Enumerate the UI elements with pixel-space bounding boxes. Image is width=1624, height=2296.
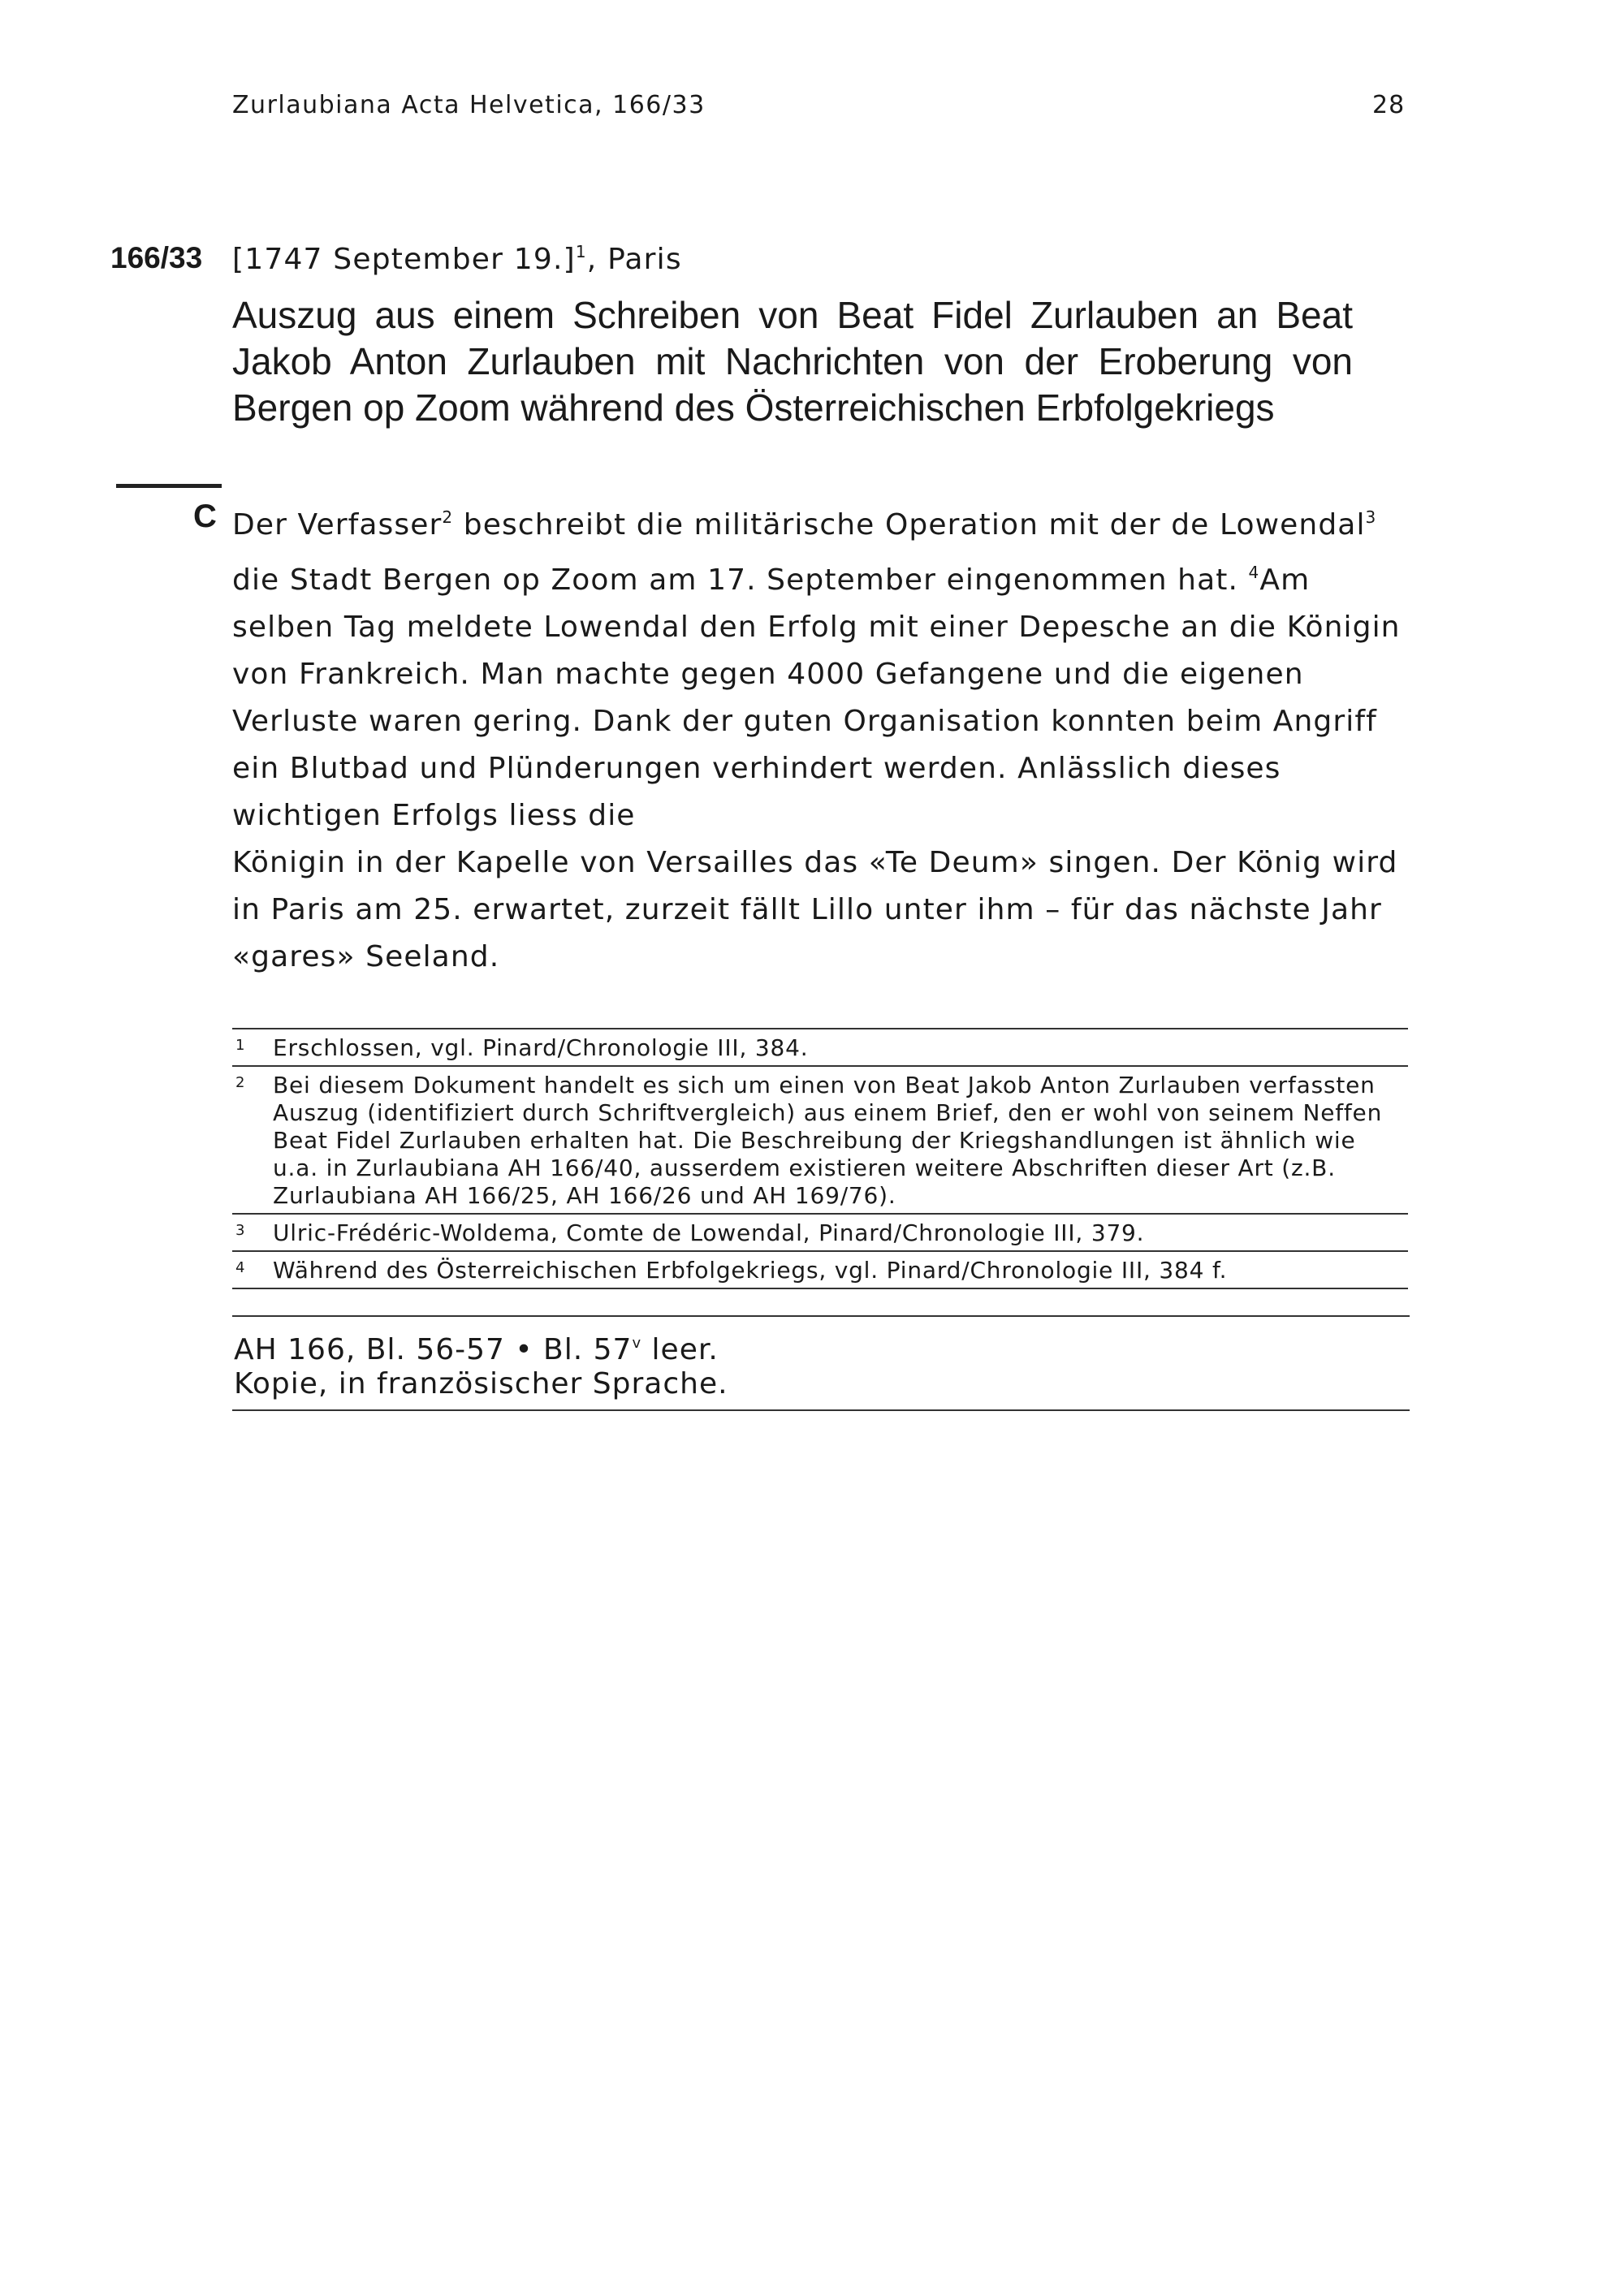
footnote-ref-4: 4 — [1248, 563, 1260, 582]
source-line-1 — [234, 1327, 1410, 1367]
summary-paragraph-2: Königin in der Kapelle von Versailles das «Te Deum» singen. Der König wird in Paris am 25. erwartet, zurzeit fällt Lillo unter ihm – für das nächste Jahr «gares» Seeland. — [232, 846, 1398, 973]
footnote-ref-2: 2 — [442, 507, 454, 527]
verso-mark: v — [632, 1335, 642, 1352]
footnote-mark: 1 — [235, 1037, 246, 1054]
footnote-mark: 2 — [235, 1074, 246, 1091]
section-rule — [116, 484, 222, 488]
footnote-mark: 3 — [235, 1222, 246, 1239]
date-line — [232, 242, 682, 276]
source-line-2: Kopie, in französischer Sprache. — [234, 1367, 728, 1400]
footnote-text: Ulric-Frédéric-Woldema, Comte de Lowendal, Pinard/Chronologie III, 379. — [273, 1219, 1145, 1246]
date-text: [1747 September 19.] — [232, 243, 576, 276]
summary-text — [232, 494, 1402, 981]
summary-paragraph-1 — [232, 494, 1402, 839]
summary-part-3: die Stadt Bergen op Zoom am 17. September eingenommen hat. — [232, 563, 1249, 597]
document-title: Auszug aus einem Schreiben von Beat Fidel Zurlauben an Beat Jakob Anton Zurlauben mit Nachrichten von der Eroberung von Bergen op Zoom während des Österreichischen Erbfolgekriegs — [232, 294, 1353, 429]
summary-part-4: Am selben Tag meldete Lowendal den Erfolg mit einer Depesche an die Königin von Frankreich. Man machte gegen 4000 Gefangene und die eigenen Verluste waren gering. Dank der guten Organisation konnten beim Angriff ein Blutbad und Plünderungen verhindert werden. Anlässlich dieses wichtigen Erfolgs liess die — [232, 563, 1401, 832]
source-info — [232, 1315, 1410, 1411]
footnote — [232, 1065, 1408, 1213]
footnote-ref-3: 3 — [1365, 507, 1377, 527]
source-folios: AH 166, Bl. 56-57 • Bl. 57 — [234, 1333, 633, 1366]
page-number: 28 — [1372, 91, 1406, 119]
section-marker: C — [193, 498, 217, 534]
footnote-ref-1: 1 — [575, 242, 587, 261]
footnotes — [232, 1028, 1408, 1289]
footnote-text: Erschlossen, vgl. Pinard/Chronologie III, 384. — [273, 1034, 809, 1061]
place-text: , Paris — [586, 243, 682, 276]
footnote — [232, 1028, 1408, 1065]
summary-part-2: beschreibt die militärische Operation mit der de Lowendal — [453, 508, 1366, 542]
footnote — [232, 1250, 1408, 1289]
document-number: 166/33 — [110, 241, 203, 274]
footnote-mark: 4 — [235, 1259, 246, 1276]
summary-part-1: Der Verfasser — [232, 508, 443, 542]
source-folio-note: leer. — [641, 1333, 719, 1366]
footnote — [232, 1213, 1408, 1250]
running-head: Zurlaubiana Acta Helvetica, 166/33 — [232, 91, 706, 119]
footnote-text: Bei diesem Dokument handelt es sich um einen von Beat Jakob Anton Zurlauben verfassten Auszug (identifiziert durch Schriftvergleich) aus einem Brief, den er wohl von seinem Neffen Beat Fidel Zurlauben erhalten hat. Die Beschreibung der Kriegshandlungen ist ähnlich wie u.a. in Zurlaubiana AH 166/40, ausserdem existieren weitere Abschriften dieser Art (z.B. Zurlaubiana AH 166/25, AH 166/26 und AH 169/76). — [273, 1072, 1383, 1209]
footnote-text: Während des Österreichischen Erbfolgekriegs, vgl. Pinard/Chronologie III, 384 f. — [273, 1257, 1228, 1284]
